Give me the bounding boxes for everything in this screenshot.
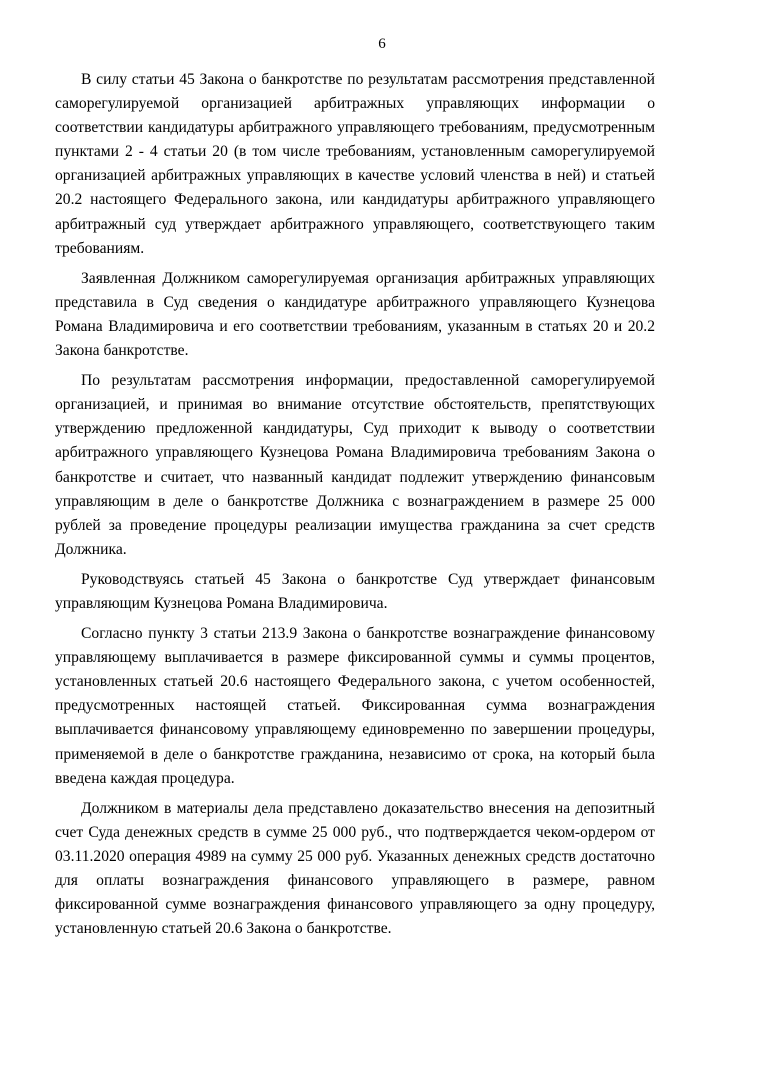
paragraph-2: Заявленная Должником саморегулируемая организация арбитражных управляющих представила в Суд сведения о кандидатуре арбитражного управляющего Кузнецова Романа Владимировича и его соответствии требованиям, указанным в статьях 20 и 20.2 Закона банкротстве.: [55, 269, 655, 360]
document-body: [55, 68, 655, 947]
paragraph-1: В силу статьи 45 Закона о банкротстве по результатам рассмотрения представленной саморегулируемой организацией арбитражных управляющих информации о соответствии кандидатуры арбитражного управляющего требованиям, предусмотренным пунктами 2 - 4 статьи 20 (в том числе требованиям, установленным саморегулируемой организацией арбитражных управляющих в качестве условий членства в ней) и статьей 20.2 настоящего Федерального закона, или кандидатуры арбитражного управляющего арбитражный суд утверждает арбитражного управляющего, соответствующего таким требованиям.: [55, 71, 655, 257]
paragraph-6: Должником в материалы дела представлено доказательство внесения на депозитный счет Суда денежных средств в сумме 25 000 руб., что подтверждается чеком-ордером от 03.11.2020 операция 4989 на сумму 25 000 руб. Указанных денежных средств достаточно для оплаты вознаграждения финансового управляющего в размере, равном фиксированной сумме вознаграждения финансового управляющего за одну процедуру, установленную статьей 20.6 Закона о банкротстве.: [55, 799, 655, 938]
paragraph-4: Руководствуясь статьей 45 Закона о банкротстве Суд утверждает финансовым управляющим Кузнецова Романа Владимировича.: [55, 570, 655, 612]
page-number: 6: [378, 36, 386, 52]
paragraph-3: По результатам рассмотрения информации, предоставленной саморегулируемой организацией, и принимая во внимание отсутствие обстоятельств, препятствующих утверждению предложенной кандидатуры, Суд приходит к выводу о соответствии арбитражного управляющего Кузнецова Романа Владимировича требованиям Закона о банкротстве и считает, что названный кандидат подлежит утверждению финансовым управляющим в деле о банкротстве Должника с вознаграждением в размере 25 000 рублей за проведение процедуры реализации имущества гражданина за счет средств Должника.: [55, 372, 655, 558]
paragraph-5: Согласно пункту 3 статьи 213.9 Закона о банкротстве вознаграждение финансовому управляющему выплачивается в размере фиксированной суммы и суммы процентов, установленных статьей 20.6 настоящего Федерального закона, с учетом особенностей, предусмотренных настоящей статьей. Фиксированная сумма вознаграждения выплачивается финансовому управляющему единовременно по завершении процедуры, применяемой в деле о банкротстве гражданина, независимо от срока, на который была введена каждая процедура.: [55, 625, 655, 787]
